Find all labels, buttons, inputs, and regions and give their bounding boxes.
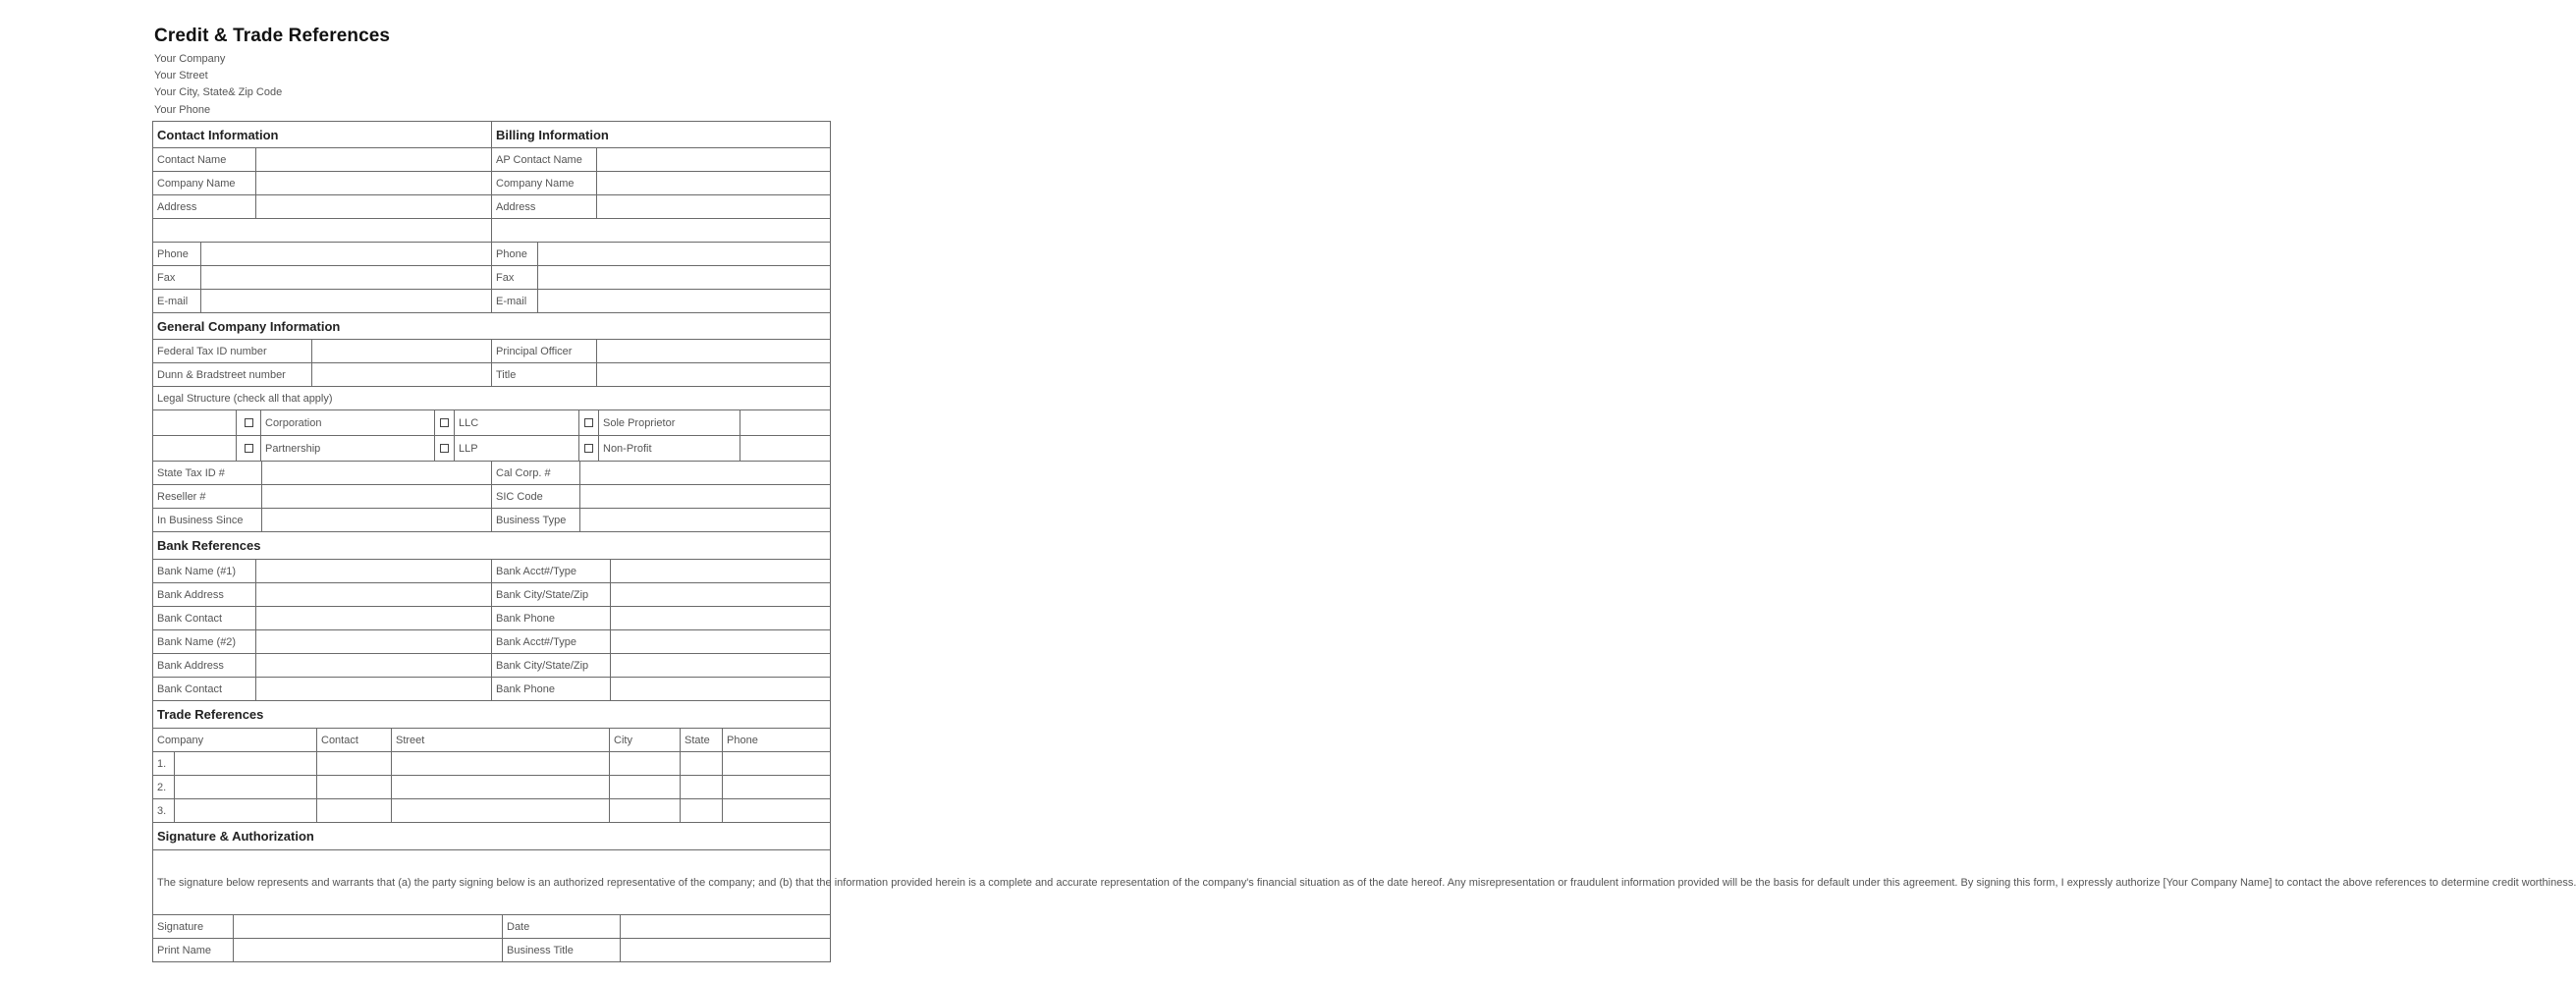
bank-name-2-label: Bank Name (#2) <box>153 630 256 654</box>
authorization-text: The signature below represents and warrants that (a) the party signing below is an authorized representative of the company; and (b) that the information provided herein is a complete and accurate representation of the company's financial situation as of the date hereof. Any misrepresentation or fraudulent information provided will be the basis for default under this agreement. By signing this form, I expressly authorize [Your Company Name] to contact the above references to determine credit worthiness. <box>153 850 831 915</box>
signature-field[interactable] <box>234 915 503 939</box>
trade-company-field[interactable] <box>175 752 317 776</box>
trade-col-state: State <box>681 729 723 752</box>
legal-structure-label: Legal Structure (check all that apply) <box>153 387 831 410</box>
general-heading: General Company Information <box>153 313 831 340</box>
billing-fax-field[interactable] <box>538 266 831 290</box>
signature-heading: Signature & Authorization <box>153 823 831 850</box>
row-number: 2. <box>153 776 175 799</box>
billing-address-label: Address <box>492 195 597 219</box>
bank-address-2-field[interactable] <box>256 654 492 678</box>
address-field[interactable] <box>256 195 492 219</box>
billing-address-line2-field[interactable] <box>492 219 831 243</box>
email-label: E-mail <box>153 290 201 313</box>
legal-spacer <box>153 436 237 462</box>
trade-city-field[interactable] <box>610 776 681 799</box>
billing-phone-field[interactable] <box>538 243 831 266</box>
bank-contact-1-label: Bank Contact <box>153 607 256 630</box>
trade-section <box>152 700 831 823</box>
bank-phone-2-label: Bank Phone <box>492 678 611 701</box>
contact-section <box>152 121 831 243</box>
non-profit-checkbox[interactable] <box>579 436 599 462</box>
bank-city-2-field[interactable] <box>611 654 831 678</box>
trade-col-phone: Phone <box>723 729 831 752</box>
bank-address-2-label: Bank Address <box>153 654 256 678</box>
principal-officer-label: Principal Officer <box>492 340 597 363</box>
print-name-field[interactable] <box>234 939 503 962</box>
in-business-since-field[interactable] <box>262 509 492 532</box>
legal-spacer-end <box>740 410 831 436</box>
tax-section <box>152 461 831 532</box>
billing-company-name-field[interactable] <box>597 172 831 195</box>
legal-structure-options <box>152 409 831 462</box>
bank-address-1-field[interactable] <box>256 583 492 607</box>
bank-name-1-field[interactable] <box>256 560 492 583</box>
checkbox-icon <box>440 444 449 453</box>
bank-heading: Bank References <box>153 532 831 560</box>
bank-phone-1-label: Bank Phone <box>492 607 611 630</box>
legal-spacer-end <box>740 436 831 462</box>
cal-corp-field[interactable] <box>580 462 831 485</box>
llc-checkbox[interactable] <box>435 410 455 436</box>
trade-street-field[interactable] <box>392 776 610 799</box>
trade-state-field[interactable] <box>681 799 723 823</box>
bank-city-1-label: Bank City/State/Zip <box>492 583 611 607</box>
legal-spacer <box>153 410 237 436</box>
phone-label: Phone <box>153 243 201 266</box>
partnership-label: Partnership <box>261 436 435 462</box>
state-tax-label: State Tax ID # <box>153 462 262 485</box>
bank-contact-2-label: Bank Contact <box>153 678 256 701</box>
bank-acct-2-label: Bank Acct#/Type <box>492 630 611 654</box>
checkbox-icon <box>245 418 253 427</box>
dunn-bradstreet-label: Dunn & Bradstreet number <box>153 363 312 387</box>
checkbox-icon <box>584 444 593 453</box>
checkbox-icon <box>440 418 449 427</box>
contact-name-label: Contact Name <box>153 148 256 172</box>
llp-label: LLP <box>455 436 579 462</box>
email-field[interactable] <box>201 290 492 313</box>
billing-email-label: E-mail <box>492 290 538 313</box>
llp-checkbox[interactable] <box>435 436 455 462</box>
company-name-text: Your Company <box>154 53 226 65</box>
general-section <box>152 312 831 410</box>
bank-section <box>152 531 831 701</box>
bank-acct-2-field[interactable] <box>611 630 831 654</box>
bank-name-1-label: Bank Name (#1) <box>153 560 256 583</box>
fax-label: Fax <box>153 266 201 290</box>
billing-heading: Billing Information <box>492 122 831 148</box>
dunn-bradstreet-field[interactable] <box>312 363 492 387</box>
trade-company-field[interactable] <box>175 776 317 799</box>
row-number: 1. <box>153 752 175 776</box>
date-field[interactable] <box>621 915 831 939</box>
company-name-field[interactable] <box>256 172 492 195</box>
trade-col-street: Street <box>392 729 610 752</box>
state-tax-field[interactable] <box>262 462 492 485</box>
table-row <box>153 776 831 799</box>
table-row <box>153 752 831 776</box>
ap-contact-name-field[interactable] <box>597 148 831 172</box>
corporation-label: Corporation <box>261 410 435 436</box>
trade-contact-field[interactable] <box>317 799 392 823</box>
sic-code-label: SIC Code <box>492 485 580 509</box>
company-name-label: Company Name <box>153 172 256 195</box>
contact-heading: Contact Information <box>153 122 492 148</box>
partnership-checkbox[interactable] <box>237 436 261 462</box>
bank-city-1-field[interactable] <box>611 583 831 607</box>
trade-col-company: Company <box>153 729 317 752</box>
checkbox-icon <box>584 418 593 427</box>
llc-label: LLC <box>455 410 579 436</box>
sole-proprietor-label: Sole Proprietor <box>599 410 740 436</box>
fax-field[interactable] <box>201 266 492 290</box>
trade-street-field[interactable] <box>392 799 610 823</box>
city-text: Your City, State& Zip Code <box>154 86 283 98</box>
trade-city-field[interactable] <box>610 799 681 823</box>
signature-section <box>152 822 2576 962</box>
trade-state-field[interactable] <box>681 752 723 776</box>
bank-contact-2-field[interactable] <box>256 678 492 701</box>
in-business-since-label: In Business Since <box>153 509 262 532</box>
trade-state-field[interactable] <box>681 776 723 799</box>
billing-company-name-label: Company Name <box>492 172 597 195</box>
reseller-field[interactable] <box>262 485 492 509</box>
sole-proprietor-checkbox[interactable] <box>579 410 599 436</box>
form-title: Credit & Trade References <box>154 26 391 46</box>
bank-phone-2-field[interactable] <box>611 678 831 701</box>
trade-phone-field[interactable] <box>723 799 831 823</box>
phone-field[interactable] <box>201 243 492 266</box>
principal-officer-field[interactable] <box>597 340 831 363</box>
address-label: Address <box>153 195 256 219</box>
federal-tax-label: Federal Tax ID number <box>153 340 312 363</box>
signature-label: Signature <box>153 915 234 939</box>
phone-text: Your Phone <box>154 104 211 116</box>
date-label: Date <box>503 915 621 939</box>
bank-phone-1-field[interactable] <box>611 607 831 630</box>
billing-address-field[interactable] <box>597 195 831 219</box>
trade-city-field[interactable] <box>610 752 681 776</box>
bank-acct-1-label: Bank Acct#/Type <box>492 560 611 583</box>
business-title-field[interactable] <box>621 939 831 962</box>
bank-city-2-label: Bank City/State/Zip <box>492 654 611 678</box>
business-type-field[interactable] <box>580 509 831 532</box>
table-row <box>153 799 831 823</box>
business-type-label: Business Type <box>492 509 580 532</box>
bank-name-2-field[interactable] <box>256 630 492 654</box>
reseller-label: Reseller # <box>153 485 262 509</box>
bank-address-1-label: Bank Address <box>153 583 256 607</box>
billing-email-field[interactable] <box>538 290 831 313</box>
billing-phone-label: Phone <box>492 243 538 266</box>
contact-name-field[interactable] <box>256 148 492 172</box>
trade-contact-field[interactable] <box>317 752 392 776</box>
non-profit-label: Non-Profit <box>599 436 740 462</box>
ap-contact-name-label: AP Contact Name <box>492 148 597 172</box>
corporation-checkbox[interactable] <box>237 410 261 436</box>
billing-fax-label: Fax <box>492 266 538 290</box>
trade-col-contact: Contact <box>317 729 392 752</box>
bank-acct-1-field[interactable] <box>611 560 831 583</box>
street-text: Your Street <box>154 70 208 82</box>
checkbox-icon <box>245 444 253 453</box>
print-name-label: Print Name <box>153 939 234 962</box>
trade-phone-field[interactable] <box>723 776 831 799</box>
title-label: Title <box>492 363 597 387</box>
row-number: 3. <box>153 799 175 823</box>
trade-col-city: City <box>610 729 681 752</box>
title-field[interactable] <box>597 363 831 387</box>
sic-code-field[interactable] <box>580 485 831 509</box>
federal-tax-field[interactable] <box>312 340 492 363</box>
contact-phone-section <box>152 242 831 313</box>
address-line2-field[interactable] <box>153 219 492 243</box>
cal-corp-label: Cal Corp. # <box>492 462 580 485</box>
trade-heading: Trade References <box>153 701 831 729</box>
trade-company-field[interactable] <box>175 799 317 823</box>
trade-contact-field[interactable] <box>317 776 392 799</box>
bank-contact-1-field[interactable] <box>256 607 492 630</box>
trade-phone-field[interactable] <box>723 752 831 776</box>
trade-street-field[interactable] <box>392 752 610 776</box>
business-title-label: Business Title <box>503 939 621 962</box>
